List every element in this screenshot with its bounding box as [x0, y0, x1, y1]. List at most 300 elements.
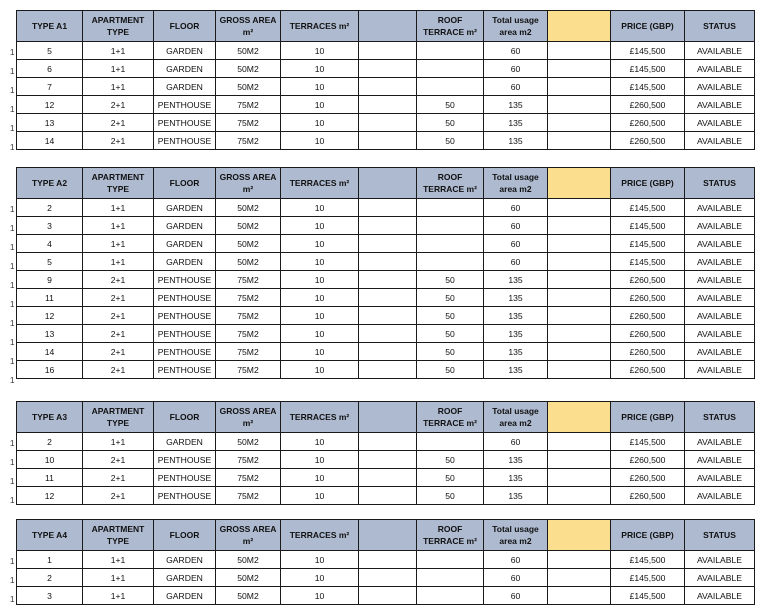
header-roof: ROOF TERRACE m²	[417, 520, 484, 551]
header-total: Total usage area m2	[484, 11, 548, 42]
cell-gross: 50M2	[216, 199, 281, 217]
cell-yellow	[548, 132, 611, 150]
cell-price: £260,500	[611, 132, 685, 150]
cell-total: 135	[484, 487, 548, 505]
header-terraces: TERRACES m²	[281, 520, 359, 551]
cell-status: AVAILABLE	[685, 132, 755, 150]
header-row	[17, 168, 755, 199]
header-price: PRICE (GBP)	[611, 11, 685, 42]
header-status: STATUS	[685, 402, 755, 433]
cell-roof	[417, 60, 484, 78]
row-marker: 1	[10, 224, 15, 233]
header-roof: ROOF TERRACE m²	[417, 402, 484, 433]
cell-apartment: 2+1	[83, 361, 154, 379]
table-row	[17, 42, 755, 60]
unit-table-4	[16, 519, 754, 605]
cell-status: AVAILABLE	[685, 60, 755, 78]
row-marker: 1	[10, 477, 15, 486]
cell-apartment: 2+1	[83, 451, 154, 469]
cell-apartment: 1+1	[83, 253, 154, 271]
price-table	[16, 167, 755, 379]
cell-type: 14	[17, 343, 83, 361]
cell-status: AVAILABLE	[685, 307, 755, 325]
cell-yellow	[548, 587, 611, 605]
cell-total: 135	[484, 325, 548, 343]
cell-floor: PENTHOUSE	[154, 361, 216, 379]
table-row	[17, 307, 755, 325]
cell-terraces: 10	[281, 199, 359, 217]
header-roof: ROOF TERRACE m²	[417, 11, 484, 42]
header-type: TYPE A4	[17, 520, 83, 551]
cell-floor: GARDEN	[154, 42, 216, 60]
cell-roof	[417, 433, 484, 451]
cell-blank1	[359, 253, 417, 271]
cell-roof	[417, 217, 484, 235]
cell-terraces: 10	[281, 271, 359, 289]
cell-total: 60	[484, 569, 548, 587]
cell-gross: 75M2	[216, 132, 281, 150]
cell-floor: GARDEN	[154, 551, 216, 569]
header-status: STATUS	[685, 11, 755, 42]
cell-yellow	[548, 433, 611, 451]
cell-blank1	[359, 487, 417, 505]
cell-floor: PENTHOUSE	[154, 132, 216, 150]
cell-price: £145,500	[611, 551, 685, 569]
cell-yellow	[548, 551, 611, 569]
cell-gross: 75M2	[216, 343, 281, 361]
cell-yellow	[548, 361, 611, 379]
cell-total: 60	[484, 235, 548, 253]
cell-type: 10	[17, 451, 83, 469]
cell-total: 135	[484, 451, 548, 469]
cell-gross: 75M2	[216, 96, 281, 114]
cell-total: 135	[484, 289, 548, 307]
cell-floor: PENTHOUSE	[154, 343, 216, 361]
cell-total: 135	[484, 114, 548, 132]
cell-price: £145,500	[611, 587, 685, 605]
header-type: TYPE A3	[17, 402, 83, 433]
cell-gross: 50M2	[216, 235, 281, 253]
cell-price: £145,500	[611, 253, 685, 271]
unit-table-2	[16, 167, 754, 379]
cell-status: AVAILABLE	[685, 587, 755, 605]
cell-terraces: 10	[281, 451, 359, 469]
cell-blank1	[359, 433, 417, 451]
cell-type: 4	[17, 235, 83, 253]
cell-yellow	[548, 307, 611, 325]
header-blank1	[359, 402, 417, 433]
cell-roof: 50	[417, 325, 484, 343]
cell-yellow	[548, 217, 611, 235]
cell-roof	[417, 199, 484, 217]
table-row	[17, 271, 755, 289]
cell-status: AVAILABLE	[685, 451, 755, 469]
cell-yellow	[548, 42, 611, 60]
cell-price: £260,500	[611, 325, 685, 343]
cell-blank1	[359, 217, 417, 235]
cell-terraces: 10	[281, 132, 359, 150]
cell-terraces: 10	[281, 289, 359, 307]
cell-type: 16	[17, 361, 83, 379]
cell-blank1	[359, 289, 417, 307]
cell-price: £145,500	[611, 42, 685, 60]
header-floor: FLOOR	[154, 11, 216, 42]
cell-blank1	[359, 569, 417, 587]
cell-price: £145,500	[611, 569, 685, 587]
cell-status: AVAILABLE	[685, 114, 755, 132]
cell-gross: 50M2	[216, 42, 281, 60]
cell-roof	[417, 253, 484, 271]
cell-apartment: 2+1	[83, 343, 154, 361]
cell-price: £145,500	[611, 199, 685, 217]
cell-apartment: 1+1	[83, 199, 154, 217]
cell-floor: GARDEN	[154, 587, 216, 605]
row-marker: 1	[10, 319, 15, 328]
row-marker: 1	[10, 300, 15, 309]
header-blank1	[359, 168, 417, 199]
cell-type: 9	[17, 271, 83, 289]
header-status: STATUS	[685, 520, 755, 551]
cell-gross: 50M2	[216, 60, 281, 78]
cell-total: 135	[484, 361, 548, 379]
cell-blank1	[359, 325, 417, 343]
cell-floor: GARDEN	[154, 253, 216, 271]
header-apartment: APARTMENT TYPE	[83, 402, 154, 433]
cell-gross: 75M2	[216, 114, 281, 132]
cell-status: AVAILABLE	[685, 469, 755, 487]
cell-blank1	[359, 132, 417, 150]
table-row	[17, 587, 755, 605]
cell-terraces: 10	[281, 42, 359, 60]
cell-yellow	[548, 487, 611, 505]
cell-type: 2	[17, 199, 83, 217]
row-marker: 1	[10, 458, 15, 467]
cell-apartment: 2+1	[83, 114, 154, 132]
cell-roof: 50	[417, 469, 484, 487]
cell-price: £260,500	[611, 343, 685, 361]
cell-price: £260,500	[611, 469, 685, 487]
cell-gross: 50M2	[216, 78, 281, 96]
table-row	[17, 343, 755, 361]
price-table	[16, 519, 755, 605]
table-row	[17, 253, 755, 271]
table-row	[17, 289, 755, 307]
cell-floor: PENTHOUSE	[154, 289, 216, 307]
cell-status: AVAILABLE	[685, 289, 755, 307]
cell-total: 60	[484, 433, 548, 451]
cell-blank1	[359, 114, 417, 132]
cell-terraces: 10	[281, 96, 359, 114]
cell-total: 60	[484, 199, 548, 217]
cell-type: 13	[17, 325, 83, 343]
cell-price: £145,500	[611, 60, 685, 78]
cell-apartment: 1+1	[83, 60, 154, 78]
cell-type: 11	[17, 289, 83, 307]
header-yellow	[548, 168, 611, 199]
cell-roof: 50	[417, 114, 484, 132]
row-marker: 1	[10, 67, 15, 76]
cell-yellow	[548, 235, 611, 253]
cell-yellow	[548, 114, 611, 132]
cell-status: AVAILABLE	[685, 569, 755, 587]
header-roof: ROOF TERRACE m²	[417, 168, 484, 199]
header-blank1	[359, 520, 417, 551]
cell-apartment: 2+1	[83, 307, 154, 325]
cell-gross: 75M2	[216, 307, 281, 325]
cell-price: £145,500	[611, 217, 685, 235]
cell-status: AVAILABLE	[685, 78, 755, 96]
cell-terraces: 10	[281, 361, 359, 379]
cell-price: £260,500	[611, 487, 685, 505]
cell-gross: 50M2	[216, 587, 281, 605]
row-marker: 1	[10, 143, 15, 152]
header-floor: FLOOR	[154, 168, 216, 199]
cell-total: 135	[484, 469, 548, 487]
cell-status: AVAILABLE	[685, 42, 755, 60]
cell-type: 1	[17, 551, 83, 569]
row-marker: 1	[10, 595, 15, 604]
table-row	[17, 60, 755, 78]
price-table	[16, 10, 755, 150]
cell-yellow	[548, 343, 611, 361]
table-row	[17, 569, 755, 587]
cell-total: 135	[484, 96, 548, 114]
header-type: TYPE A2	[17, 168, 83, 199]
cell-floor: PENTHOUSE	[154, 96, 216, 114]
cell-blank1	[359, 307, 417, 325]
cell-price: £260,500	[611, 451, 685, 469]
cell-roof: 50	[417, 361, 484, 379]
cell-blank1	[359, 42, 417, 60]
cell-floor: PENTHOUSE	[154, 271, 216, 289]
cell-apartment: 1+1	[83, 42, 154, 60]
cell-blank1	[359, 271, 417, 289]
cell-roof	[417, 569, 484, 587]
table-row	[17, 217, 755, 235]
header-row	[17, 402, 755, 433]
cell-terraces: 10	[281, 78, 359, 96]
cell-yellow	[548, 451, 611, 469]
cell-total: 60	[484, 78, 548, 96]
cell-status: AVAILABLE	[685, 96, 755, 114]
cell-yellow	[548, 60, 611, 78]
row-marker: 1	[10, 243, 15, 252]
header-gross: GROSS AREA m²	[216, 520, 281, 551]
table-row	[17, 325, 755, 343]
cell-roof: 50	[417, 271, 484, 289]
row-marker: 1	[10, 557, 15, 566]
cell-roof	[417, 42, 484, 60]
table-row	[17, 551, 755, 569]
cell-yellow	[548, 96, 611, 114]
table-row	[17, 451, 755, 469]
cell-status: AVAILABLE	[685, 271, 755, 289]
table-row	[17, 487, 755, 505]
header-row	[17, 520, 755, 551]
cell-blank1	[359, 78, 417, 96]
header-yellow	[548, 520, 611, 551]
cell-blank1	[359, 451, 417, 469]
row-marker: 1	[10, 496, 15, 505]
cell-roof: 50	[417, 343, 484, 361]
cell-total: 135	[484, 307, 548, 325]
cell-apartment: 1+1	[83, 217, 154, 235]
cell-gross: 75M2	[216, 487, 281, 505]
cell-gross: 75M2	[216, 325, 281, 343]
cell-terraces: 10	[281, 433, 359, 451]
cell-terraces: 10	[281, 487, 359, 505]
cell-floor: PENTHOUSE	[154, 451, 216, 469]
unit-table-1	[16, 10, 754, 150]
cell-floor: GARDEN	[154, 199, 216, 217]
cell-yellow	[548, 569, 611, 587]
cell-apartment: 2+1	[83, 96, 154, 114]
header-gross: GROSS AREA m²	[216, 168, 281, 199]
cell-type: 12	[17, 487, 83, 505]
row-marker: 1	[10, 86, 15, 95]
cell-price: £260,500	[611, 114, 685, 132]
cell-type: 13	[17, 114, 83, 132]
cell-gross: 75M2	[216, 361, 281, 379]
cell-floor: GARDEN	[154, 217, 216, 235]
cell-total: 60	[484, 253, 548, 271]
cell-gross: 50M2	[216, 253, 281, 271]
cell-status: AVAILABLE	[685, 551, 755, 569]
row-marker: 1	[10, 439, 15, 448]
header-apartment: APARTMENT TYPE	[83, 520, 154, 551]
cell-gross: 75M2	[216, 451, 281, 469]
cell-status: AVAILABLE	[685, 199, 755, 217]
cell-roof	[417, 78, 484, 96]
cell-status: AVAILABLE	[685, 361, 755, 379]
cell-gross: 75M2	[216, 469, 281, 487]
cell-type: 2	[17, 433, 83, 451]
cell-yellow	[548, 325, 611, 343]
header-row	[17, 11, 755, 42]
cell-total: 60	[484, 60, 548, 78]
cell-price: £260,500	[611, 289, 685, 307]
table-row	[17, 96, 755, 114]
row-marker: 1	[10, 576, 15, 585]
cell-blank1	[359, 469, 417, 487]
cell-price: £260,500	[611, 307, 685, 325]
header-terraces: TERRACES m²	[281, 11, 359, 42]
cell-terraces: 10	[281, 343, 359, 361]
unit-table-3	[16, 401, 754, 505]
cell-type: 5	[17, 42, 83, 60]
cell-price: £145,500	[611, 78, 685, 96]
cell-type: 5	[17, 253, 83, 271]
cell-apartment: 2+1	[83, 325, 154, 343]
cell-status: AVAILABLE	[685, 487, 755, 505]
cell-apartment: 1+1	[83, 569, 154, 587]
cell-floor: PENTHOUSE	[154, 114, 216, 132]
cell-yellow	[548, 469, 611, 487]
cell-terraces: 10	[281, 60, 359, 78]
cell-terraces: 10	[281, 235, 359, 253]
cell-total: 60	[484, 551, 548, 569]
cell-yellow	[548, 78, 611, 96]
header-status: STATUS	[685, 168, 755, 199]
header-terraces: TERRACES m²	[281, 402, 359, 433]
cell-yellow	[548, 289, 611, 307]
cell-blank1	[359, 343, 417, 361]
cell-terraces: 10	[281, 587, 359, 605]
row-marker: 1	[10, 205, 15, 214]
cell-type: 3	[17, 217, 83, 235]
cell-type: 12	[17, 96, 83, 114]
cell-type: 7	[17, 78, 83, 96]
header-type: TYPE A1	[17, 11, 83, 42]
header-price: PRICE (GBP)	[611, 168, 685, 199]
table-row	[17, 361, 755, 379]
cell-floor: GARDEN	[154, 60, 216, 78]
cell-type: 12	[17, 307, 83, 325]
cell-gross: 75M2	[216, 271, 281, 289]
header-floor: FLOOR	[154, 520, 216, 551]
header-total: Total usage area m2	[484, 402, 548, 433]
cell-apartment: 2+1	[83, 487, 154, 505]
cell-apartment: 1+1	[83, 78, 154, 96]
cell-total: 60	[484, 217, 548, 235]
header-yellow	[548, 11, 611, 42]
cell-yellow	[548, 253, 611, 271]
cell-gross: 50M2	[216, 569, 281, 587]
cell-terraces: 10	[281, 307, 359, 325]
cell-type: 3	[17, 587, 83, 605]
cell-blank1	[359, 551, 417, 569]
table-row	[17, 433, 755, 451]
cell-floor: PENTHOUSE	[154, 469, 216, 487]
cell-status: AVAILABLE	[685, 325, 755, 343]
row-marker: 1	[10, 376, 15, 385]
table-row	[17, 78, 755, 96]
cell-blank1	[359, 199, 417, 217]
table-row	[17, 132, 755, 150]
cell-blank1	[359, 361, 417, 379]
cell-roof: 50	[417, 307, 484, 325]
cell-status: AVAILABLE	[685, 235, 755, 253]
cell-type: 14	[17, 132, 83, 150]
cell-apartment: 2+1	[83, 289, 154, 307]
cell-terraces: 10	[281, 569, 359, 587]
row-marker: 1	[10, 262, 15, 271]
table-row	[17, 114, 755, 132]
row-marker: 1	[10, 338, 15, 347]
cell-floor: GARDEN	[154, 433, 216, 451]
cell-total: 135	[484, 132, 548, 150]
cell-terraces: 10	[281, 114, 359, 132]
header-floor: FLOOR	[154, 402, 216, 433]
cell-total: 60	[484, 42, 548, 60]
cell-gross: 50M2	[216, 217, 281, 235]
cell-terraces: 10	[281, 217, 359, 235]
table-row	[17, 199, 755, 217]
cell-status: AVAILABLE	[685, 343, 755, 361]
cell-blank1	[359, 96, 417, 114]
row-marker: 1	[10, 105, 15, 114]
header-apartment: APARTMENT TYPE	[83, 168, 154, 199]
cell-terraces: 10	[281, 253, 359, 271]
cell-apartment: 2+1	[83, 271, 154, 289]
cell-blank1	[359, 60, 417, 78]
cell-floor: GARDEN	[154, 235, 216, 253]
cell-apartment: 1+1	[83, 235, 154, 253]
cell-gross: 50M2	[216, 551, 281, 569]
cell-type: 6	[17, 60, 83, 78]
cell-roof: 50	[417, 289, 484, 307]
cell-roof	[417, 551, 484, 569]
